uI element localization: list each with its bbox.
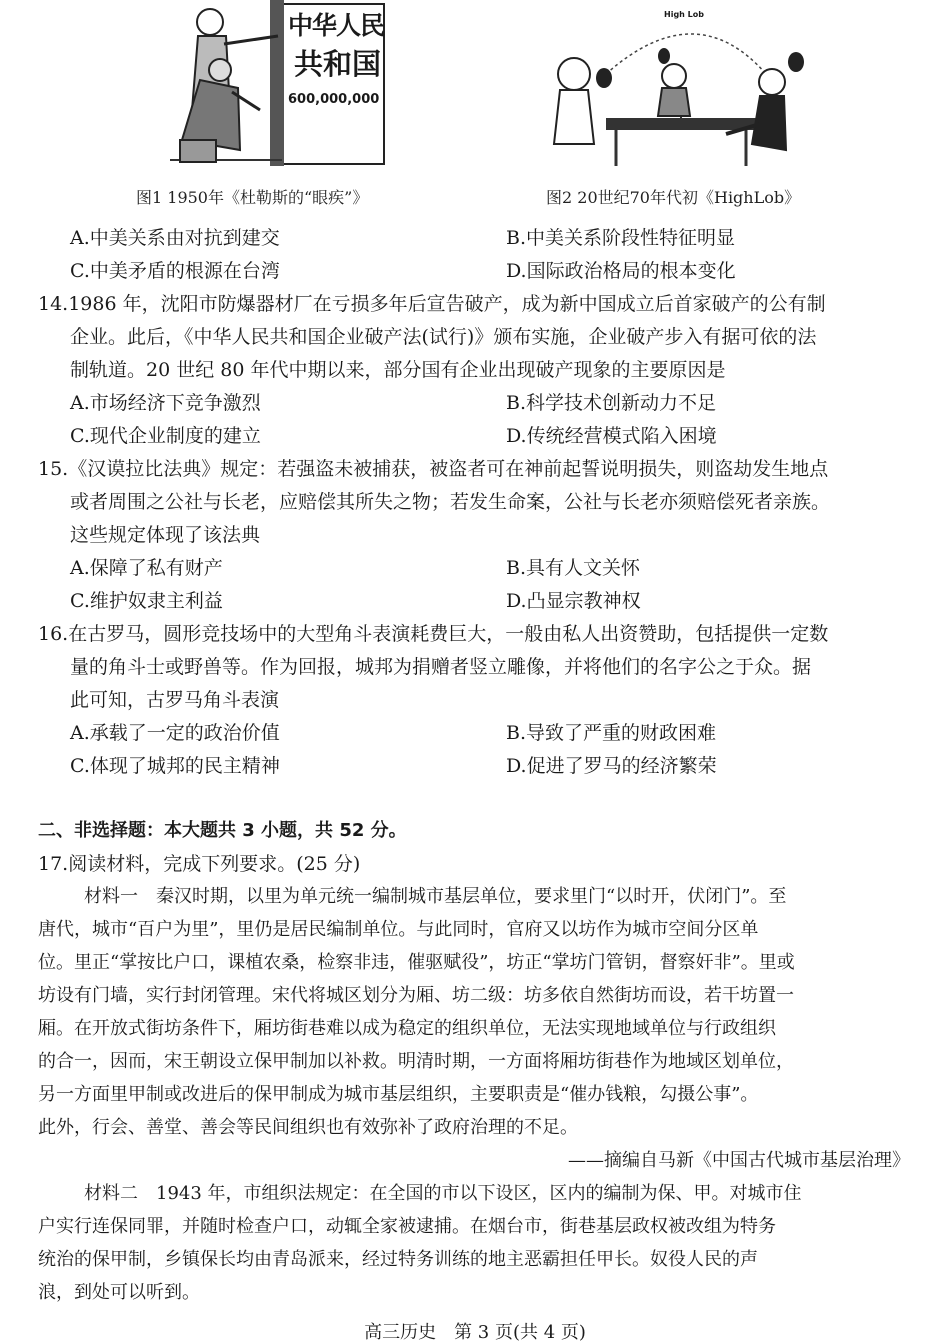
q16-option-a: A.承载了一定的政治价值 <box>70 722 280 744</box>
q16-option-c: C.体现了城邦的民主精神 <box>70 755 280 777</box>
q15-option-a: A.保障了私有财产 <box>70 557 223 579</box>
q15-option-d: D.凸显宗教神权 <box>506 590 641 612</box>
q14-option-c: C.现代企业制度的建立 <box>70 425 261 447</box>
figure-2-drawing <box>546 4 810 174</box>
q16-stem-line-3: 此可知，古罗马角斗表演 <box>70 689 280 711</box>
material-2-line-3: 统治的保甲制，乡镇保长均由青岛派来，经过特务训练的地主恶霸担任甲长。奴役人民的声 <box>38 1249 758 1270</box>
q13-option-a: A.中美关系由对抗到建交 <box>70 227 280 249</box>
material-1-line-8: 此外，行会、善堂、善会等民间组织也有效弥补了政府治理的不足。 <box>38 1117 578 1138</box>
sign-line-2: 共和国 <box>294 47 382 81</box>
material-1-line-6: 的合一，因而，宋王朝设立保甲制加以补救。明清时期，一方面将厢坊街巷作为地域区划单位， <box>38 1051 794 1072</box>
material-1-line-2: 唐代，城市“百户为里”，里仍是居民编制单位。与此同时，官府又以坊作为城市空间分区单 <box>38 919 759 940</box>
q15-option-c: C.维护奴隶主利益 <box>70 590 223 612</box>
sign-line-1: 中华人民 <box>288 11 385 40</box>
q14-stem-line-1: 14.1986 年，沈阳市防爆器材厂在亏损多年后宣告破产，成为新中国成立后首家破产的公有制 <box>38 293 826 315</box>
q14-stem-line-3: 制轨道。20 世纪 80 年代中期以来，部分国有企业出现破产现象的主要原因是 <box>70 359 726 381</box>
sign-line-3: 600,000,000 <box>288 92 380 107</box>
q16-option-b: B.导致了严重的财政困难 <box>506 722 717 744</box>
figure-2-caption: 图2 20世纪70年代初《HighLob》 <box>546 188 801 207</box>
q16-option-d: D.促进了罗马的经济繁荣 <box>506 755 717 777</box>
q13-option-c: C.中美矛盾的根源在台湾 <box>70 260 280 282</box>
material-1-line-3: 位。里正“掌按比户口，课植农桑，检察非违，催驱赋役”，坊正“掌坊门管钥，督察奸非”。里或 <box>38 952 795 973</box>
figure-2-title-text: High Lob <box>664 10 704 19</box>
material-1-line-7: 另一方面里甲制或改进后的保甲制成为城市基层组织，主要职责是“催办钱粮，勾摄公事”。 <box>38 1084 759 1105</box>
material-2-line-1: 材料二 1943 年，市组织法规定：在全国的市以下设区，区内的编制为保、甲。对城市住 <box>84 1183 802 1204</box>
q15-option-b: B.具有人文关怀 <box>506 557 641 579</box>
material-1-line-5: 厢。在开放式街坊条件下，厢坊街巷难以成为稳定的组织单位，无法实现地域单位与行政组织 <box>38 1018 776 1039</box>
page-footer: 高三历史 第 3 页(共 4 页) <box>364 1322 586 1343</box>
q13-option-d: D.国际政治格局的根本变化 <box>506 260 736 282</box>
q14-option-b: B.科学技术创新动力不足 <box>506 392 717 414</box>
q13-option-b: B.中美关系阶段性特征明显 <box>506 227 736 249</box>
q15-stem-line-2: 或者周围之公社与长老，应赔偿其所失之物；若发生命案，公社与长老亦须赔偿死者亲族。 <box>70 491 831 513</box>
q16-stem-line-2: 量的角斗士或野兽等。作为回报，城邦为捐赠者竖立雕像，并将他们的名字公之于众。据 <box>70 656 812 678</box>
q14-stem-line-2: 企业。此后，《中华人民共和国企业破产法(试行)》颁布实施，企业破产步入有据可依的法 <box>70 326 817 348</box>
section-2-heading: 二、非选择题：本大题共 3 小题，共 52 分。 <box>38 820 407 841</box>
q17-stem: 17.阅读材料，完成下列要求。(25 分) <box>38 853 361 875</box>
material-2-line-4: 浪，到处可以听到。 <box>38 1282 200 1303</box>
figure-1-caption: 图1 1950年《杜勒斯的“眼疾”》 <box>136 188 369 207</box>
material-2-line-2: 户实行连保同罪，并随时检查户口，动辄全家被逮捕。在烟台市，街巷基层政权被改组为特务 <box>38 1216 776 1237</box>
figure-2-cartoon <box>546 4 810 174</box>
q14-option-d: D.传统经营模式陷入困境 <box>506 425 717 447</box>
q15-stem-line-3: 这些规定体现了该法典 <box>70 524 261 546</box>
figure-1-cartoon <box>170 0 388 168</box>
material-1-source: ——摘编自马新《中国古代城市基层治理》 <box>568 1150 910 1171</box>
material-1-line-4: 坊设有门墙，实行封闭管理。宋代将城区划分为厢、坊二级：坊多依自然街坊而设，若干坊置一 <box>38 985 794 1006</box>
material-1-line-1: 材料一 秦汉时期，以里为单元统一编制城市基层单位，要求里门“以时开，伏闭门”。至 <box>84 886 787 907</box>
q15-stem-line-1: 15.《汉谟拉比法典》规定：若强盗未被捕获，被盗者可在神前起誓说明损失，则盗劫发生地点 <box>38 458 829 480</box>
q16-stem-line-1: 16.在古罗马，圆形竞技场中的大型角斗表演耗费巨大，一般由私人出资赞助，包括提供一定数 <box>38 623 829 645</box>
q14-option-a: A.市场经济下竞争激烈 <box>70 392 261 414</box>
